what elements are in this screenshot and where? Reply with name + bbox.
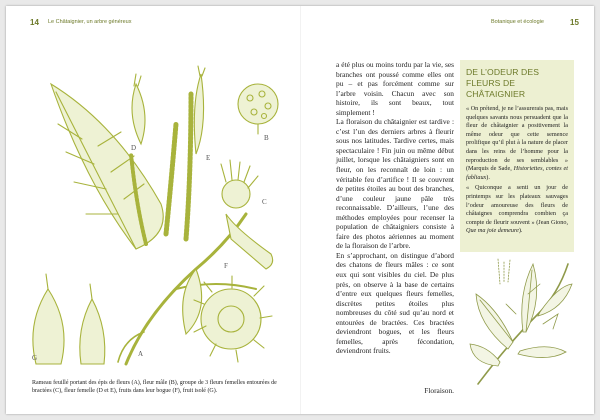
photo-caption: Floraison. xyxy=(424,386,454,395)
figure-label-c: C xyxy=(262,198,267,206)
page-number-left: 14 xyxy=(30,18,39,27)
quote-work-title: Que ma joie demeure xyxy=(466,227,519,235)
figure-label-f: F xyxy=(224,262,228,270)
page-gutter xyxy=(300,6,301,414)
chestnut-botanical-illustration xyxy=(26,64,288,370)
sidebar-quote: « Quiconque a senti un jour de printemps sur les plateaux sauvages l’odeur amoureuse des fleurs de châtaignes comprendra combien ça compte de fleurir souvent » (Jean Giono, Que ma joie demeure). xyxy=(466,184,568,235)
figure-label-d: D xyxy=(131,144,137,152)
body-paragraph: En s’approchant, on distingue d’abord des chatons de fleurs mâles : ce sont eux qui sont visibles du ciel. De plus près, on observe à la base de certains d’entre eux quelques fleurs femelles, discrètes petites étoiles plus nombreuses du côté sud qu’au nord et entourées de bractées. Ces bractées deviendront bogues, et les fleurs femelles, après fécondation, deviendront fruits. xyxy=(336,250,454,356)
figure-label-b: B xyxy=(264,134,269,142)
running-head-left: Le Châtaignier, un arbre généreux xyxy=(48,19,132,25)
body-paragraph: La floraison du châtaignier est tardive : c’est l’un des derniers arbres à fleurir sous nos latitudes. Tardive certes, mais spectaculaire ! Fin juin ou même début juillet, lorsque les châtaigniers sont en fleur, on les reconnaît de loin : un véritable feu d’artifice ! Il se couvrent de petites étoiles au bout des branches, d’une couleur jaune pâle très reconnaissable. D’ailleurs, l’une des méthodes employées pour recenser la population de châtaigniers consiste à faire des photos aériennes au moment de la floraison de l’arbre. xyxy=(336,117,454,251)
illustration-caption: Rameau feuillé portant des épis de fleurs (A), fleur mâle (B), groupe de 3 fleurs femelles entourées de bractées (C), fleur femelle (D et E), fruits dans leur bogue (F), fruit isolé (G). xyxy=(32,380,277,394)
body-paragraph: a été plus ou moins tordu par la vie, ses branches ont poussé comme elles ont pu – et pas forcément comme sur l’arbre voisin. Chacun avec son histoire, ils sont beaux, tout simplement ! xyxy=(336,60,454,117)
chestnut-leaf-sketch xyxy=(468,254,574,394)
figure-label-g: G xyxy=(32,354,38,362)
body-text xyxy=(336,60,454,356)
sidebar-box xyxy=(460,60,574,252)
figure-label-a: A xyxy=(138,350,144,358)
quote-work-title: Historiettes, contes et fabliaux xyxy=(466,165,568,181)
book-spread xyxy=(6,6,594,414)
figure-label-e: E xyxy=(206,154,211,162)
sidebar-title: DE L’ODEUR DES FLEURS DE CHÂTAIGNIER xyxy=(466,67,540,99)
running-head-right: Botanique et écologie xyxy=(491,19,544,25)
sidebar-text xyxy=(466,105,568,236)
sidebar-quote: « On prétend, je ne l’assurerais pas, mais quelques savants nous persuadent que la fleur de châtaignier a positivement la même odeur que cette semence prolifique qu’il plut à la nature de placer dans les reins de l’homme pour la reproduction de ses semblables » (Marquis de Sade, Historiettes, contes et fabliaux). xyxy=(466,105,568,181)
page-number-right: 15 xyxy=(570,18,579,27)
